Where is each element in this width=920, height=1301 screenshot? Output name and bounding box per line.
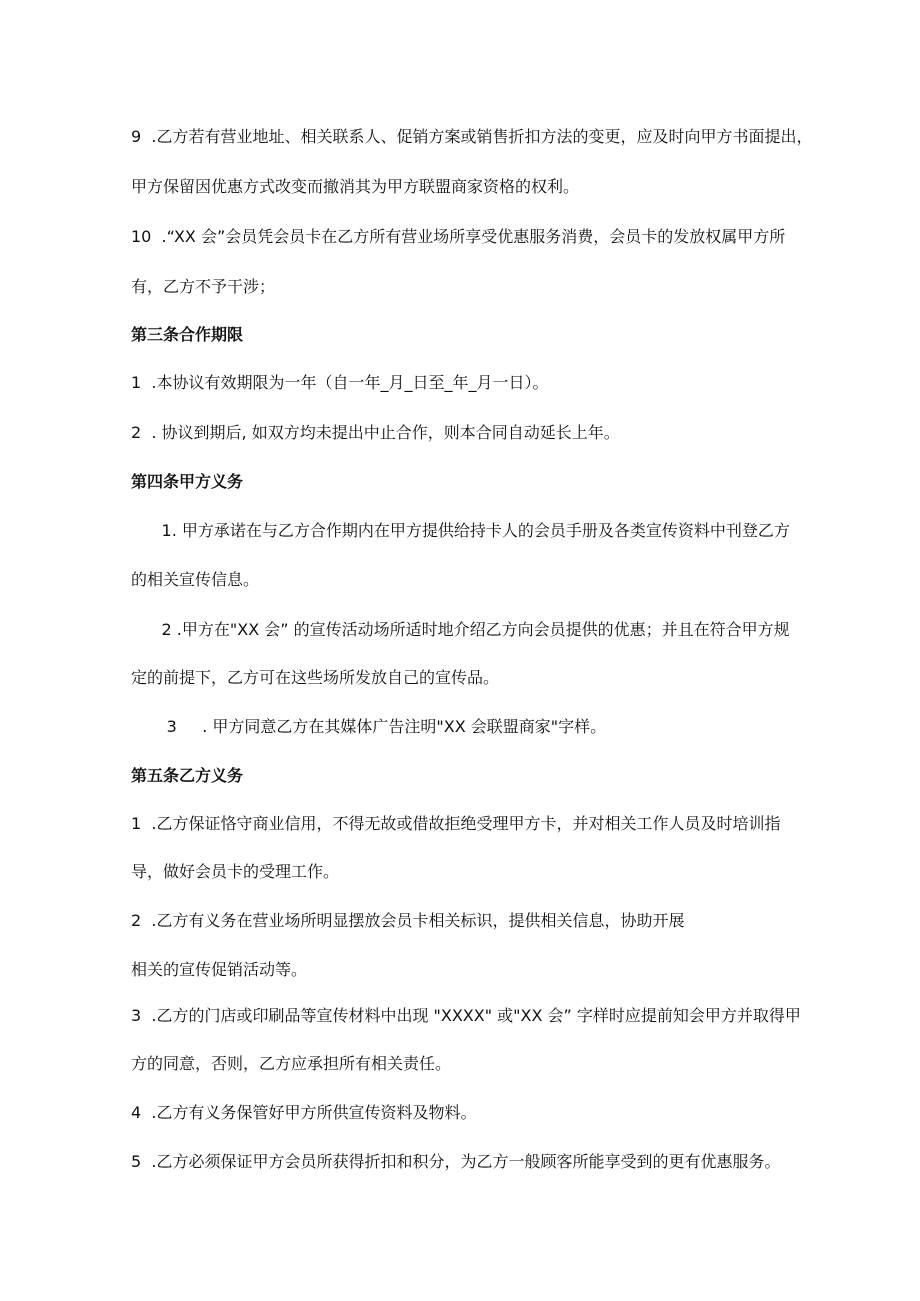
article-5-item-2-line-2: 相关的宣传促销活动等。 [131, 960, 308, 979]
article-5-item-5: 5 .乙方必须保证甲方会员所获得折扣和积分，为乙方一般顾客所能享受到的更有优惠服务。 [131, 1152, 781, 1171]
article-5-item-1-line-2: 导，做好会员卡的受理工作。 [131, 862, 340, 881]
article-5-item-3-line-1: 3 .乙方的门店或印刷品等宣传材料中出现 "XXXX" 或"XX 会” 字样时应提前知会甲方并取得甲 [131, 1006, 801, 1025]
article-3-item-1: 1 .本协议有效期限为一年（自一年_月_日至_年_月一日）。 [131, 373, 549, 392]
article-4-item-2-line-1: 2 .甲方在"XX 会” 的宣传活动场所适时地介绍乙方向会员提供的优惠；并且在符合甲方规 [131, 620, 790, 639]
article-4-item-2-line-2: 定的前提下，乙方可在这些场所发放自己的宣传品。 [131, 668, 500, 687]
article-4-item-3: 3 . 甲方同意乙方在其媒体广告注明"XX 会联盟商家"字样。 [131, 717, 607, 736]
clause-9-line-2: 甲方保留因优惠方式改变而撤消其为甲方联盟商家资格的权利。 [131, 177, 580, 196]
clause-9-line-1: 9 .乙方若有营业地址、相关联系人、促销方案或销售折扣方法的变更，应及时向甲方书面提出， [131, 127, 813, 146]
article-3-item-2: 2 . 协议到期后, 如双方均未提出中止合作，则本合同自动延长上年。 [131, 423, 620, 442]
article-5-item-3-line-2: 方的同意，否则，乙方应承担所有相关责任。 [131, 1054, 452, 1073]
clause-10-line-1: 10 .“XX 会”会员凭会员卡在乙方所有营业场所享受优惠服务消费，会员卡的发放权属甲方所 [131, 227, 786, 246]
clause-10-line-2: 有，乙方不予干涉； [131, 277, 276, 296]
article-4-heading: 第四条甲方义务 [131, 472, 244, 491]
article-3-heading: 第三条合作期限 [131, 325, 244, 344]
article-5-item-2-line-1: 2 .乙方有义务在营业场所明显摆放会员卡相关标识，提供相关信息，协助开展 [131, 911, 685, 930]
article-5-heading: 第五条乙方义务 [131, 766, 244, 785]
article-5-item-4: 4 .乙方有义务保管好甲方所供宣传资料及物料。 [131, 1103, 477, 1122]
article-5-item-1-line-1: 1 .乙方保证恪守商业信用，不得无故或借故拒绝受理甲方卡，并对相关工作人员及时培训指 [131, 814, 781, 833]
article-4-item-1-line-2: 的相关宣传信息。 [131, 570, 260, 589]
article-4-item-1-line-1: 1. 甲方承诺在与乙方合作期内在甲方提供给持卡人的会员手册及各类宣传资料中刊登乙方 [131, 521, 790, 540]
